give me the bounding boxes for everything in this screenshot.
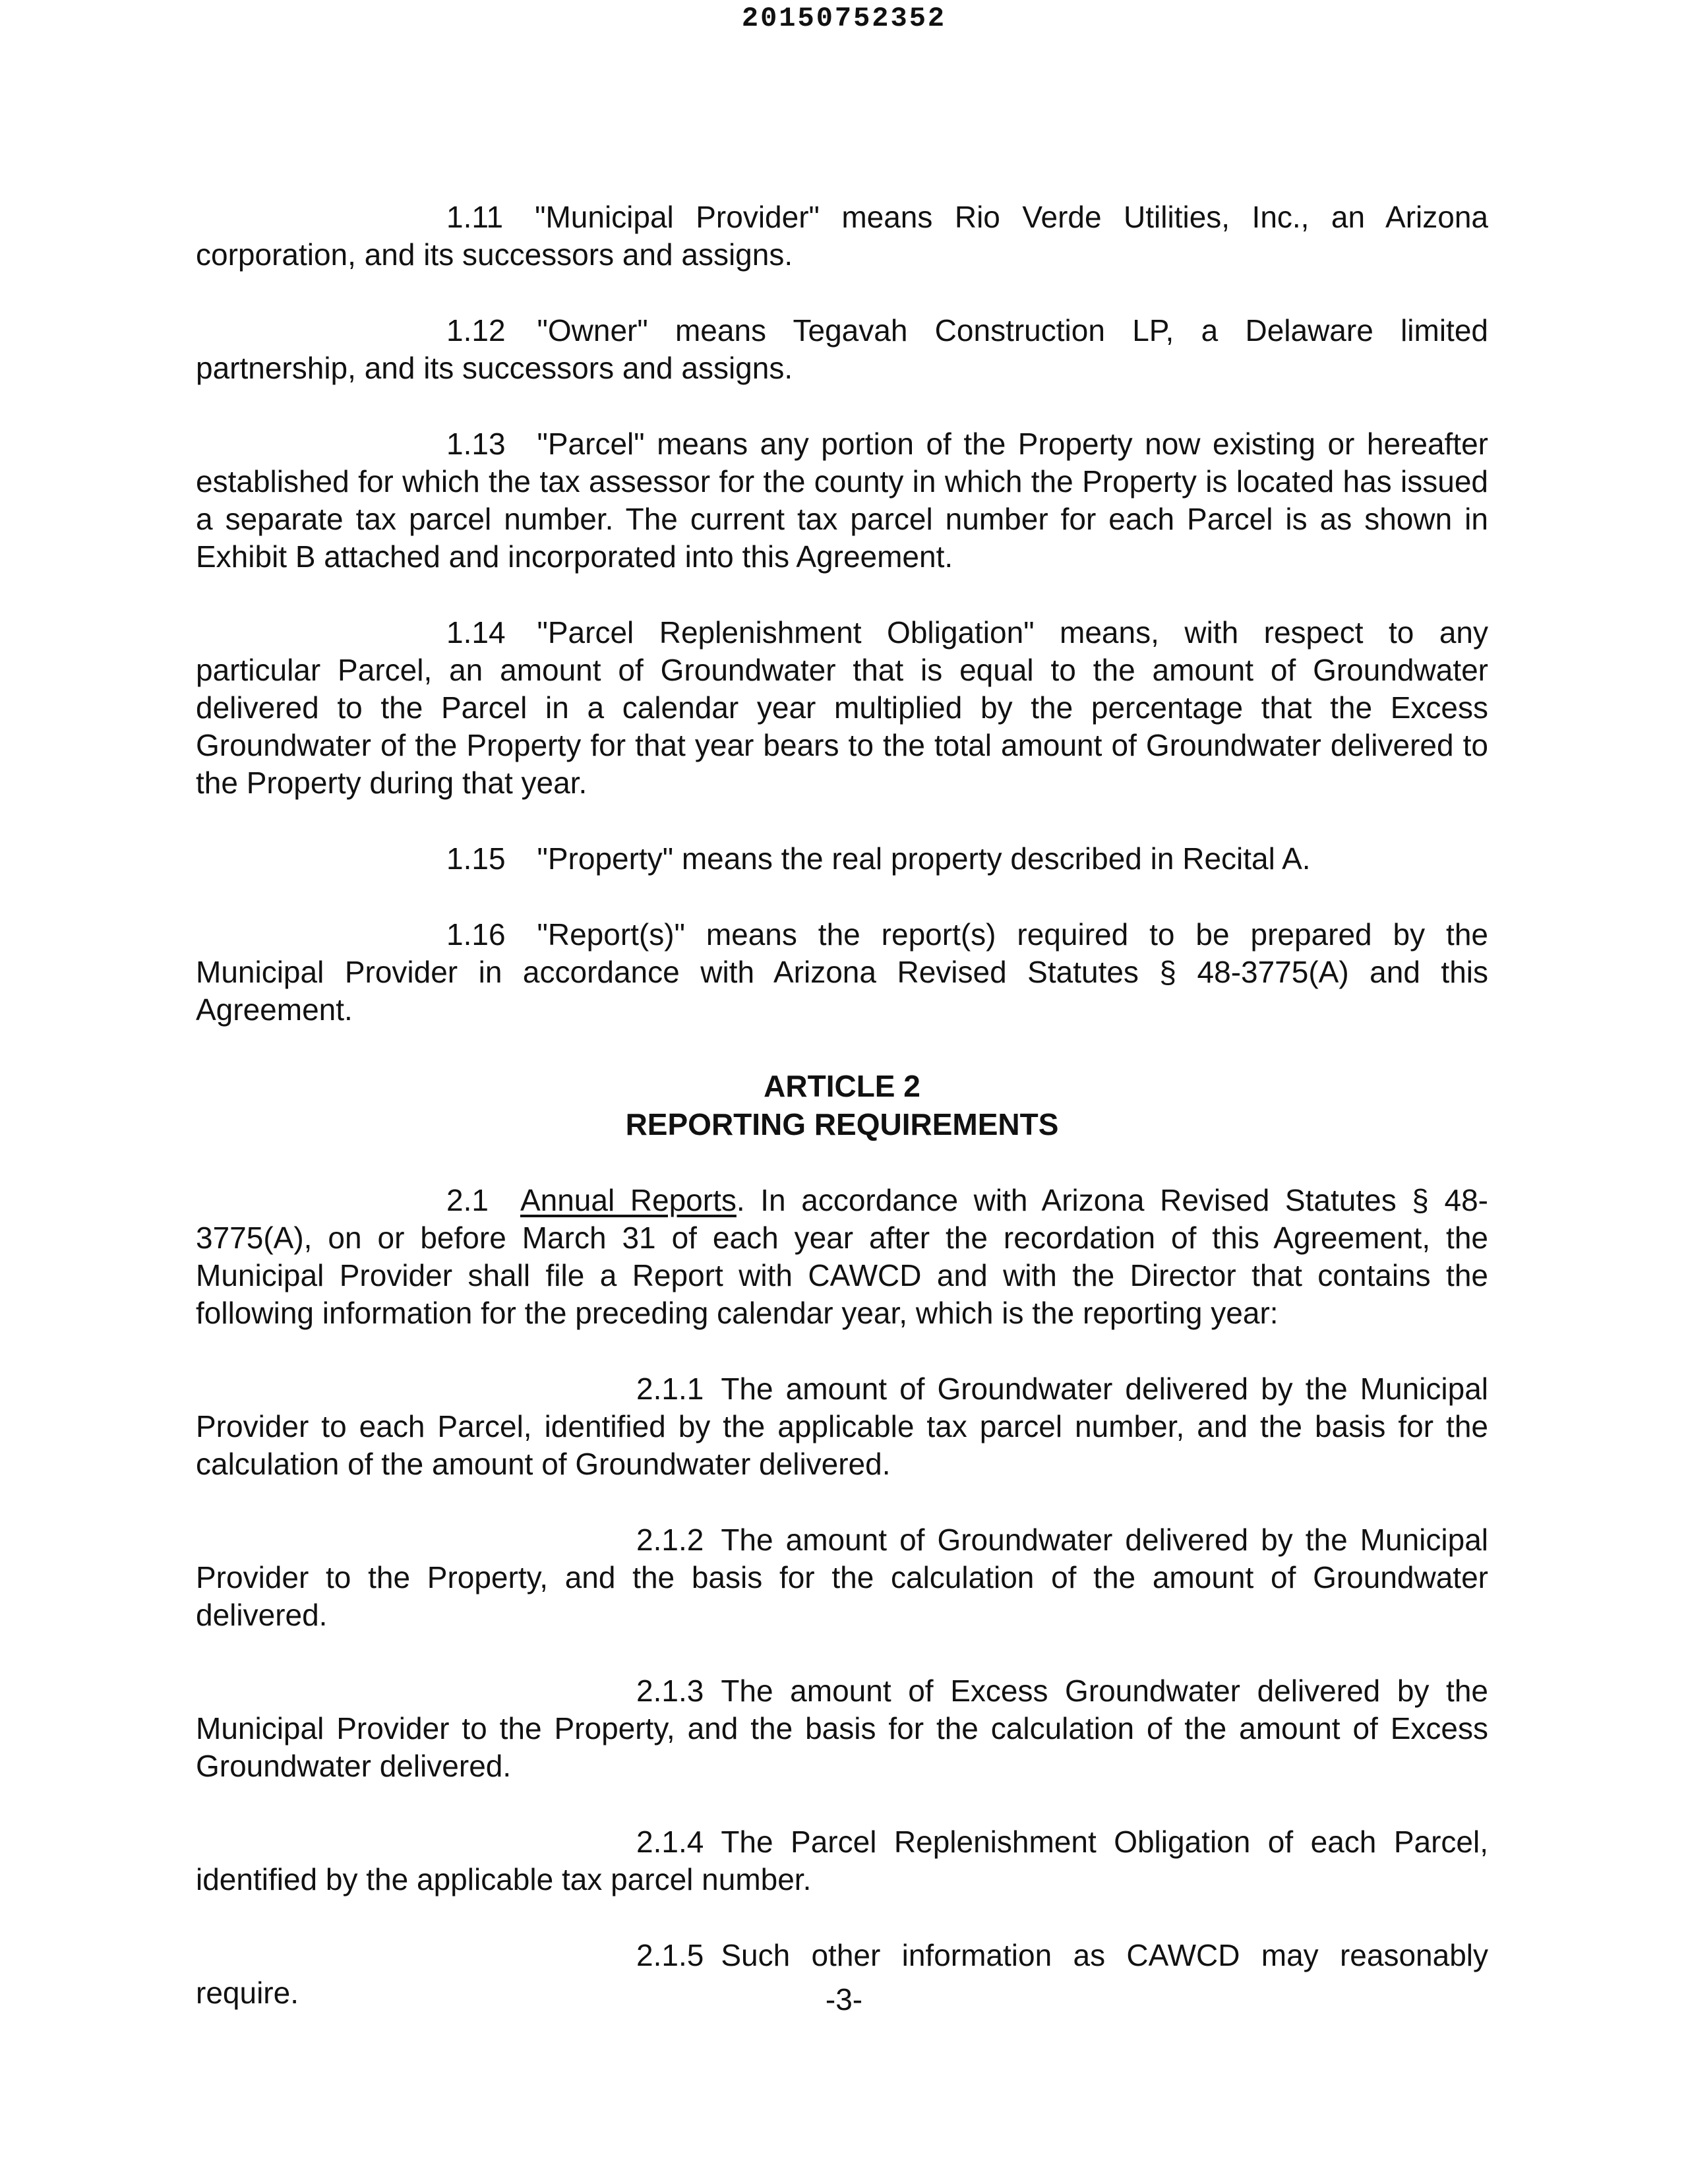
subsection-text: The amount of Groundwater delivered by the Municipal Provider to the Property, and the basis for the calculation of the amount of Groundwater delivered. xyxy=(196,1523,1488,1632)
subsection-number: 2.1.1 xyxy=(636,1372,704,1406)
section-heading: Annual Reports xyxy=(520,1183,737,1217)
definition-text: "Parcel Replenishment Obligation" means, with respect to any particular Parcel, an amount of Groundwater that is equal to the amount of Groundwater delivered to the Parcel in a calendar year multiplied by the percentage that the Excess Groundwater of the Property for that year bears to the total amount of Groundwater delivered to the Property during that year. xyxy=(196,615,1488,800)
definition-paragraph xyxy=(196,614,1488,802)
subsection-paragraph xyxy=(196,1370,1488,1483)
subsection-paragraph xyxy=(196,1521,1488,1634)
subsection-number: 2.1.4 xyxy=(636,1825,704,1859)
article-heading xyxy=(196,1067,1488,1143)
recording-number: 20150752352 xyxy=(741,3,947,34)
definition-paragraph xyxy=(196,916,1488,1029)
subsection-text: The amount of Groundwater delivered by the Municipal Provider to each Parcel, identified by the applicable tax parcel number, and the basis for the calculation of the amount of Groundwater delivered. xyxy=(196,1372,1488,1481)
subsection-number: 2.1.2 xyxy=(636,1523,704,1557)
definition-text: "Municipal Provider" means Rio Verde Utilities, Inc., an Arizona corporation, and its successors and assigns. xyxy=(196,200,1488,272)
subsection-number: 2.1.3 xyxy=(636,1674,704,1708)
definition-text: "Owner" means Tegavah Construction LP, a Delaware limited partnership, and its successors and assigns. xyxy=(196,313,1488,385)
article-number: ARTICLE 2 xyxy=(764,1069,920,1103)
subsection-paragraph xyxy=(196,1823,1488,1898)
document-body xyxy=(196,198,1488,2050)
definition-paragraph xyxy=(196,840,1488,878)
subsection-paragraph xyxy=(196,1672,1488,1785)
definition-text: "Report(s)" means the report(s) required to be prepared by the Municipal Provider in accordance with Arizona Revised Statutes § 48-3775(A) and this Agreement. xyxy=(196,917,1488,1027)
section-number: 1.13 xyxy=(446,427,506,461)
subsection-text: Such other information as CAWCD may reasonably require. xyxy=(196,1938,1488,2010)
definition-text: "Parcel" means any portion of the Property now existing or hereafter established for which the tax assessor for the county in which the Property is located has issued a separate tax parcel number. The current tax parcel number for each Parcel is as shown in Exhibit B attached and incorporated into this Agreement. xyxy=(196,427,1488,574)
definition-paragraph xyxy=(196,425,1488,576)
page-number: -3- xyxy=(825,1982,863,2017)
section-text: . In accordance with Arizona Revised Statutes § 48-3775(A), on or before March 31 of each year after the recordation of this Agreement, the Municipal Provider shall file a Report with CAWCD and with the Director that contains the following information for the preceding calendar year, which is the reporting year: xyxy=(196,1183,1488,1330)
article-title: REPORTING REQUIREMENTS xyxy=(625,1107,1059,1141)
definition-text: "Property" means the real property described in Recital A. xyxy=(537,841,1311,876)
definition-paragraph xyxy=(196,198,1488,274)
subsection-text: The amount of Excess Groundwater delivered by the Municipal Provider to the Property, and the basis for the calculation of the amount of Excess Groundwater delivered. xyxy=(196,1674,1488,1783)
section-number: 1.14 xyxy=(446,615,506,650)
section-number: 1.15 xyxy=(446,841,506,876)
definition-paragraph xyxy=(196,312,1488,387)
section-number: 1.12 xyxy=(446,313,506,348)
section-number: 2.1 xyxy=(446,1183,489,1217)
subsection-number: 2.1.5 xyxy=(636,1938,704,1972)
section-number: 1.11 xyxy=(446,200,504,234)
section-number: 1.16 xyxy=(446,917,506,952)
subsection-text: The Parcel Replenishment Obligation of each Parcel, identified by the applicable tax parcel number. xyxy=(196,1825,1488,1896)
section-paragraph xyxy=(196,1182,1488,1332)
